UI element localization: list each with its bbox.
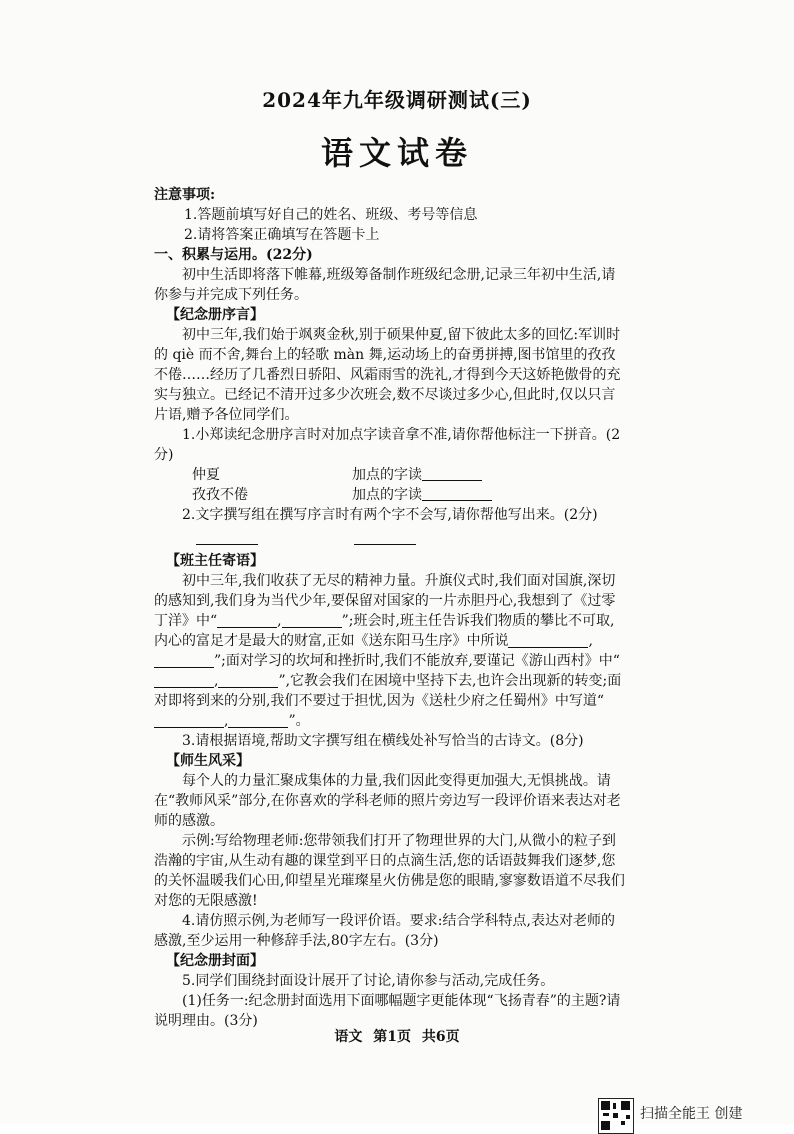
preface-heading: 【纪念册序言】 bbox=[166, 307, 264, 323]
notice-title: 注意事项: bbox=[154, 187, 216, 203]
answer-blank[interactable] bbox=[154, 652, 214, 668]
question-3: 3.请根据语境,帮助文字撰写组在横线处补写恰当的古诗文。(8分) bbox=[182, 733, 584, 749]
cover-heading: 【纪念册封面】 bbox=[166, 953, 264, 969]
notice-item: 2.请将答案正确填写在答题卡上 bbox=[184, 227, 380, 243]
answer-blank[interactable] bbox=[422, 465, 482, 481]
pinyin-label: 加点的字读 bbox=[352, 467, 422, 483]
qr-code-icon bbox=[598, 1098, 634, 1134]
teacher-style-heading: 【师生风采】 bbox=[166, 753, 250, 769]
answer-blank[interactable] bbox=[508, 632, 588, 648]
answer-blank[interactable] bbox=[154, 672, 214, 688]
pinyin-row bbox=[154, 485, 626, 505]
question-1: 1.小郑读纪念册序言时对加点字读音拿不准,请你帮他标注一下拼音。(2分) bbox=[154, 427, 621, 463]
question-2: 2.文字撰写组在撰写序言时有两个字不会写,请你帮他写出来。(2分) bbox=[182, 507, 598, 523]
pinyin-word: 孜孜不倦 bbox=[192, 487, 248, 503]
answer-blank[interactable] bbox=[154, 712, 224, 728]
pinyin-row bbox=[154, 465, 626, 485]
exam-title: 2024年九年级调研测试(三) bbox=[262, 88, 532, 112]
pinyin-label: 加点的字读 bbox=[352, 487, 422, 503]
section-intro: 初中生活即将落下帷幕,班级筹备制作班级纪念册,记录三年初中生活,请你参与并完成下列任务。 bbox=[154, 267, 616, 303]
teacher-style-example: 示例:写给物理老师:您带领我们打开了物理世界的大门,从微小的粒子到浩瀚的宇宙,从生动有趣的课堂到平日的点滴生活,您的话语鼓舞我们逐梦,您的关怀温暖我们心田,仰望星光璀璨星火仿佛是您的眼睛,寥寥数语道不尽我们对您的无限感激! bbox=[154, 833, 625, 909]
answer-blank[interactable] bbox=[228, 712, 288, 728]
exam-content bbox=[154, 185, 626, 1031]
question-4: 4.请仿照示例,为老师写一段评价语。要求:结合学科特点,表达对老师的感激,至少运用一种修辞手法,80字左右。(3分) bbox=[154, 913, 615, 949]
answer-blank[interactable] bbox=[196, 529, 258, 545]
subject-title: 语文试卷 bbox=[320, 134, 473, 172]
section-title: 一、积累与运用。(22分) bbox=[154, 247, 313, 263]
answer-blank[interactable] bbox=[218, 672, 278, 688]
scanner-watermark: 扫描全能王 创建 bbox=[640, 1106, 743, 1122]
answer-blank[interactable] bbox=[282, 612, 342, 628]
teacher-message-text: 初中三年,我们收获了无尽的精神力量。升旗仪式时,我们面对国旗,深切的感知到,我们身为当代少年,要保留对国家的一片赤胆丹心,我想到了《过零丁洋》中“ , ”;班会时,班主任告诉我们物质的攀比不可取,内心的富足才是最大的财富,正如《送东阳马生序》中所说 ,”;面对学习的坎坷和挫折时,我们不能放弃,要谨记《游山西村》中“, ”,它教会我们在困境中坚持下去,也许会出现新的转变;面对即将到来的分别,我们不要过于担忧,因为《送杜少府之任蜀州》中写道“, ”。 bbox=[154, 573, 622, 729]
page-footer: 语文 第1页 共6页 bbox=[334, 1029, 460, 1045]
question-5: 5.同学们围绕封面设计展开了讨论,请你参与活动,完成任务。 bbox=[182, 973, 555, 989]
notice-item: 1.答题前填写好自己的姓名、班级、考号等信息 bbox=[184, 207, 478, 223]
pinyin-word: 仲夏 bbox=[192, 467, 220, 483]
teacher-message-heading: 【班主任寄语】 bbox=[166, 553, 264, 569]
answer-blank[interactable] bbox=[217, 612, 277, 628]
preface-text: 初中三年,我们始于飒爽金秋,别于硕果仲夏,留下彼此太多的回忆:军训时的 qiè 而不舍,舞台上的轻歌 màn 舞,运动场上的奋勇拼搏,图书馆里的孜孜不倦……经历了几番烈日骄阳、风霜雨雪的洗礼,才得到今天这娇艳傲骨的充实与独立。已经记不清开过多少次班会,数不尽谈过多少心,但此时,仅以只言片语,赠予各位同学们。 bbox=[154, 327, 621, 423]
task-1: (1)任务一:纪念册封面选用下面哪幅题字更能体现“飞扬青春”的主题?请说明理由。(3分) bbox=[154, 993, 621, 1029]
answer-blank[interactable] bbox=[354, 529, 416, 545]
teacher-style-text: 每个人的力量汇聚成集体的力量,我们因此变得更加强大,无惧挑战。请在“教师风采”部分,在你喜欢的学科老师的照片旁边写一段评价语来表达对老师的感激。 bbox=[154, 773, 621, 829]
write-blanks bbox=[154, 525, 626, 551]
answer-blank[interactable] bbox=[422, 485, 492, 501]
